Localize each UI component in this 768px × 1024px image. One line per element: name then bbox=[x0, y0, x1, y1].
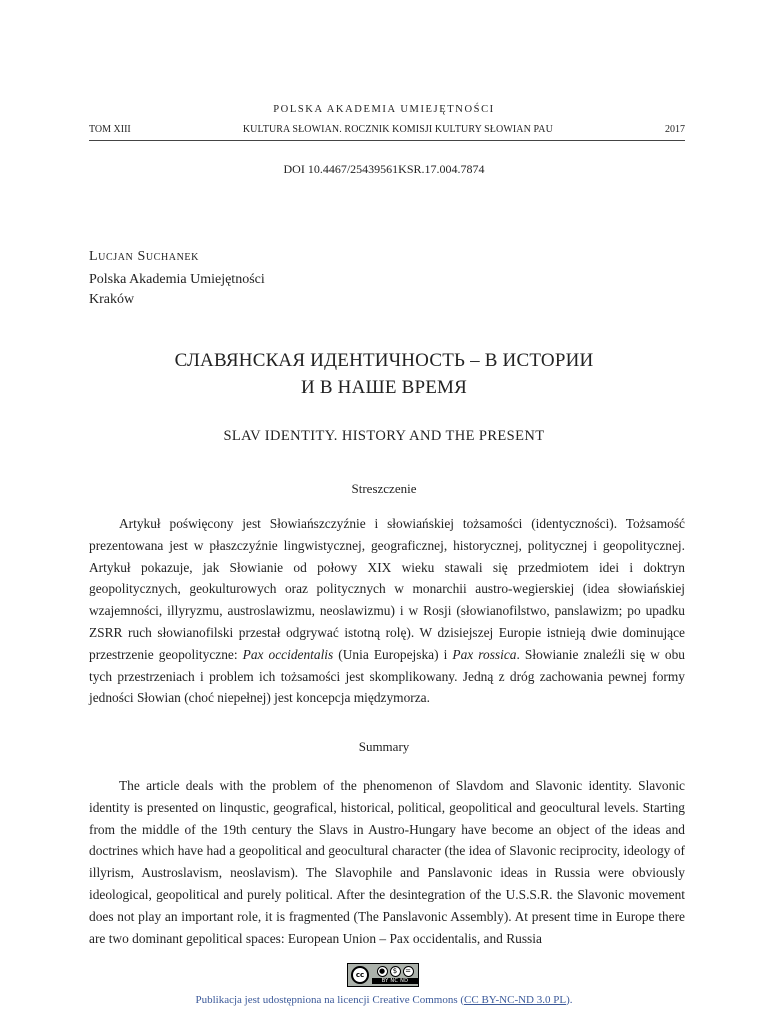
title-english: SLAV IDENTITY. HISTORY AND THE PRESENT bbox=[223, 428, 545, 444]
title-russian bbox=[0, 347, 768, 401]
journal-name: POLSKA AKADEMIA UMIEJĘTNOŚCI bbox=[273, 104, 495, 115]
series-title: KULTURA SŁOWIAN. ROCZNIK KOMISJI KULTURY SŁOWIAN PAU bbox=[242, 124, 553, 135]
author-name: Lucjan Suchanek bbox=[89, 249, 199, 264]
doi: DOI 10.4467/25439561KSR.17.004.7874 bbox=[283, 162, 485, 176]
streszczenie-text bbox=[89, 513, 685, 709]
streszczenie-text-part2: (Unia Europejska) i bbox=[333, 646, 453, 662]
cc-conditions bbox=[372, 964, 418, 986]
author-affiliation: Polska Akademia Umiejętności bbox=[89, 272, 265, 287]
license-suffix: ). bbox=[566, 994, 573, 1006]
streszczenie-heading: Streszczenie bbox=[351, 481, 417, 496]
license-notice bbox=[0, 994, 768, 1006]
journal-meta-row bbox=[89, 124, 685, 141]
author-city: Kraków bbox=[89, 292, 135, 307]
cc-license-badge[interactable] bbox=[347, 963, 419, 987]
by-icon: ● bbox=[377, 966, 388, 977]
cc-condition-icons bbox=[377, 966, 414, 977]
pax-rossica: Pax rossica bbox=[452, 646, 517, 662]
year-label: 2017 bbox=[664, 124, 685, 135]
cc-badge-labels: BY NC ND bbox=[372, 978, 418, 984]
nd-icon: = bbox=[403, 966, 414, 977]
license-prefix: Publikacja jest udostępniona na licencji Creative Commons ( bbox=[195, 994, 465, 1006]
summary-heading: Summary bbox=[358, 739, 410, 754]
streszczenie-text-part1: Artykuł poświęcony jest Słowiańszczyźnie i słowiańskiej tożsamości (identyczności). Tożsamość prezentowana jest w płaszczyźnie lingwistycznej, geograficznej, historycznej, politycznej i geopolitycznej. Artykuł pokazuje, jak Słowianie od połowy XIX wieku stawali się przedmiotem idei i doktryn geopolitycznych, geokulturowych oraz politycznych w monarchii austro-wegierskiej (idea słowiańskiej wzajemności, illyryzmu, austroslawizmu, neoslawizmu) i w Rosji (słowianofilstwo, panslawizm; po upadku ZSRR ruch słowianofilski przestał odgrywać istotną rolę). W dzisiejszej Europie istnieją dwie dominujące przestrzenie geopolityczne: bbox=[89, 516, 685, 662]
cc-logo-area bbox=[348, 964, 372, 986]
title-russian-line1: СЛАВЯНСКАЯ ИДЕНТИЧНОСТЬ – В ИСТОРИИ bbox=[174, 350, 594, 371]
title-russian-line2: И В НАШЕ ВРЕМЯ bbox=[300, 377, 468, 398]
streszczenie-text-part3: . Słowianie znaleźli się w obu tych przestrzeniach i problem ich tożsamości jest skomplikowany. Jedną z dróg zachowania pewnej formy jedności Słowian (choć niepełnej) jest koncepcja międzymorza. bbox=[89, 646, 685, 706]
nc-icon: $ bbox=[390, 966, 401, 977]
summary-text: The article deals with the problem of the phenomenon of Slavdom and Slavonic identity. Slavonic identity is presented on linqustic, geografical, historical, political, geopolitical and geocultural levels. Starting from the middle of the 19th century the Slavs in Austro-Hungary have become an object of the ideas and doctrines which have had a geopolitical and geocultural character (the idea of Slavonic reciprocity, ideology of illyrism, Austroslavism, neoslavism). The Slavophile and Panslavonic ideas in Russia were obviously ideological, geopolitical and purely political. After the desintegration of the U.S.S.R. the Slavonic movement does not play an important role, it is fragmented (The Panslavonic Assembly). At present time in Europe there are two dominant gepolitical spaces: European Union – Pax occidentalis, and Russia bbox=[89, 778, 685, 946]
license-link[interactable]: CC BY-NC-ND 3.0 PL bbox=[464, 994, 567, 1006]
volume-label: TOM XIII bbox=[89, 124, 131, 135]
cc-icon: cc bbox=[351, 966, 369, 984]
pax-occidentalis: Pax occidentalis bbox=[242, 646, 334, 662]
